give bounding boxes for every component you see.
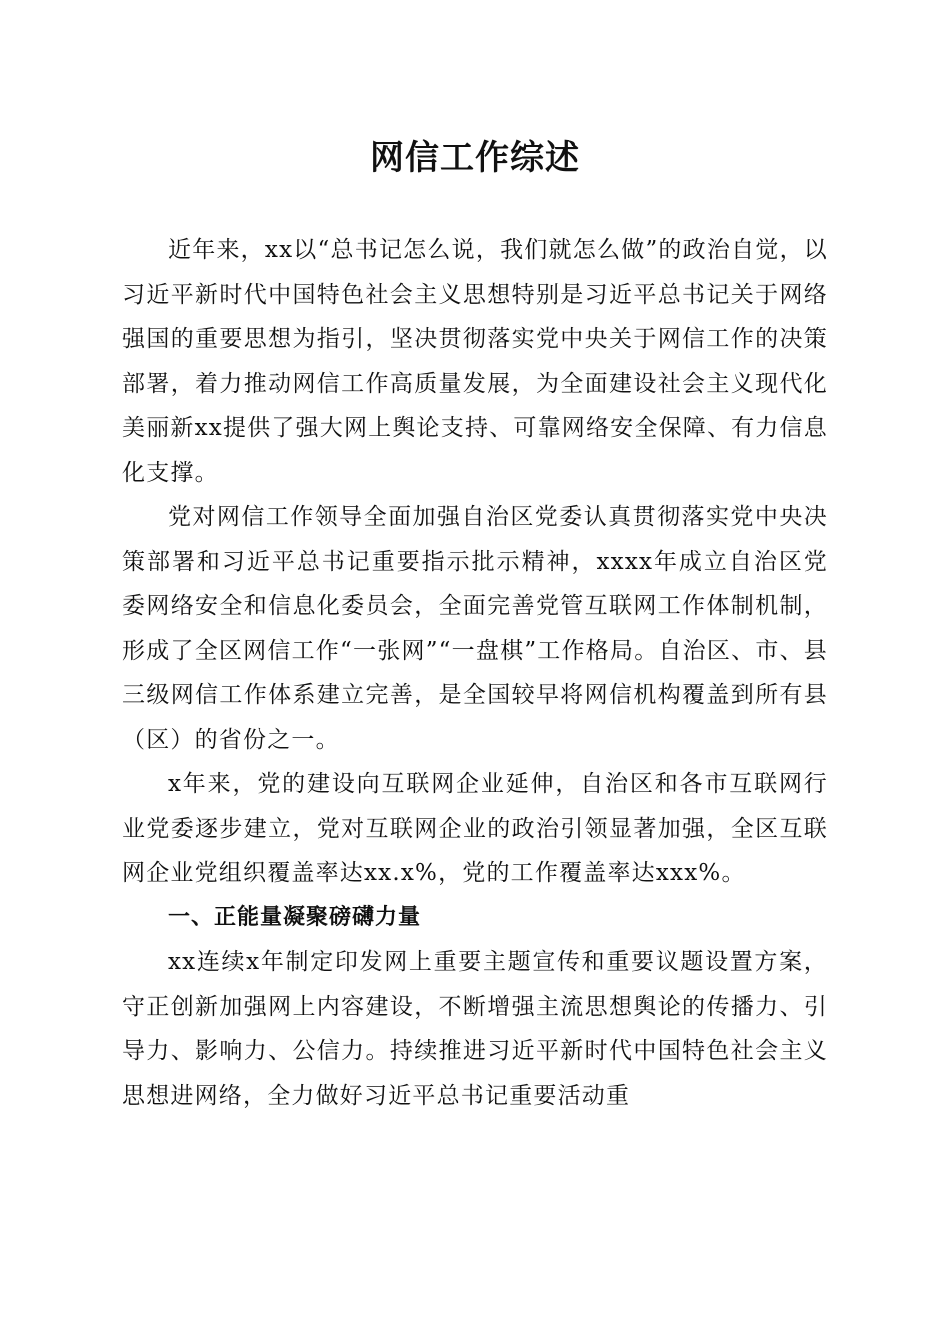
document-body (122, 228, 828, 1118)
paragraph-party-leadership: 党对网信工作领导全面加强自治区党委认真贯彻落实党中央决策部署和习近平总书记重要指示批示精神，xxxx年成立自治区党委网络安全和信息化委员会，全面完善党管互联网工作体制机制，形成了全区网信工作“一张网”“一盘棋”工作格局。自治区、市、县三级网信工作体系建立完善，是全国较早将网信机构覆盖到所有县（区）的省份之一。 (122, 504, 828, 753)
document-title: 网信工作综述 (370, 138, 580, 178)
paragraph-party-building: x年来，党的建设向互联网企业延伸，自治区和各市互联网行业党委逐步建立，党对互联网企业的政治引领显著加强，全区互联网企业党组织覆盖率达xx.x%，党的工作覆盖率达xxx%。 (122, 771, 828, 886)
section-heading: 一、正能量凝聚磅礴力量 (168, 904, 422, 930)
paragraph-section-one: xx连续x年制定印发网上重要主题宣传和重要议题设置方案，守正创新加强网上内容建设，不断增强主流思想舆论的传播力、引导力、影响力、公信力。持续推进习近平新时代中国特色社会主义思想进网络，全力做好习近平总书记重要活动重 (122, 949, 828, 1109)
paragraph-intro: 近年来，xx以“总书记怎么说，我们就怎么做”的政治自觉，以习近平新时代中国特色社会主义思想特别是习近平总书记关于网络强国的重要思想为指引，坚决贯彻落实党中央关于网信工作的决策部署，着力推动网信工作高质量发展，为全面建设社会主义现代化美丽新xx提供了强大网上舆论支持、可靠网络安全保障、有力信息化支撑。 (122, 237, 828, 486)
